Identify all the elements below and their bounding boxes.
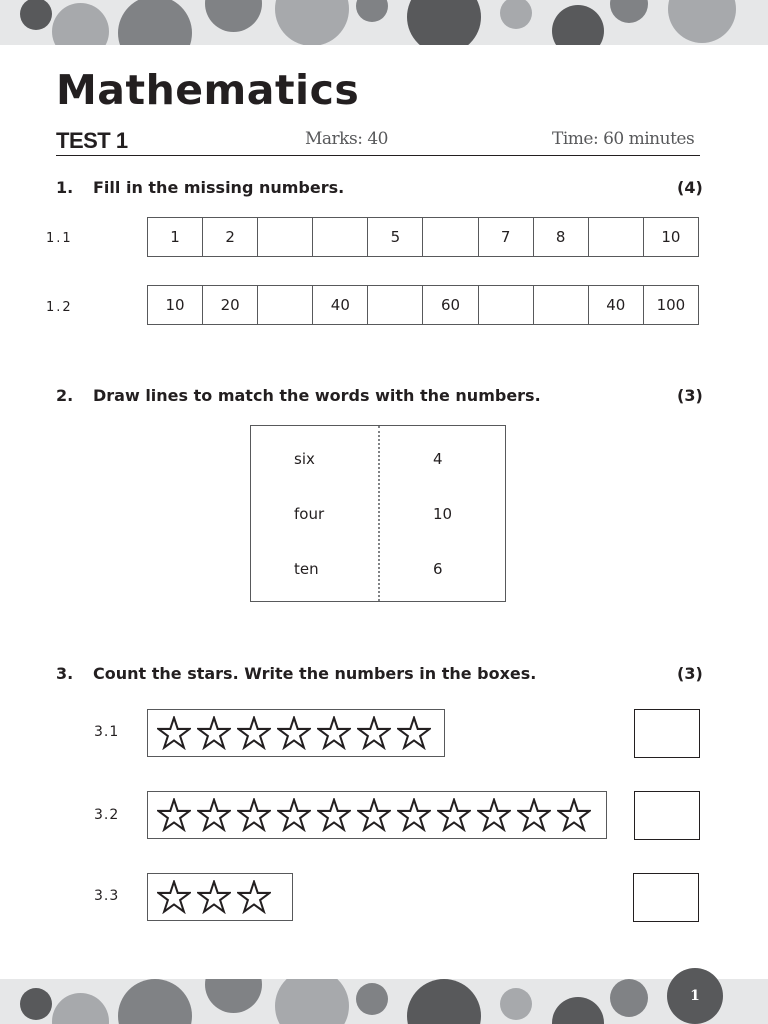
question-1-marks: (4) (677, 178, 703, 197)
star-icon (197, 798, 231, 832)
match-number[interactable]: 4 (433, 450, 443, 468)
match-number[interactable]: 6 (433, 560, 443, 578)
number-sequence-1-2 (147, 285, 699, 325)
decorative-dot (552, 5, 604, 45)
sequence-cell: 5 (367, 218, 422, 256)
sequence-cell: 8 (533, 218, 588, 256)
sequence-cell: 40 (312, 286, 367, 324)
star-icon (557, 798, 591, 832)
question-1-instruction: Fill in the missing numbers. (93, 178, 345, 197)
star-row-label-3-1: 3.1 (94, 724, 120, 740)
decorative-dot (407, 979, 481, 1024)
star-icon (237, 798, 271, 832)
sequence-cell: 60 (422, 286, 477, 324)
star-icon (357, 798, 391, 832)
star-icon (277, 798, 311, 832)
question-3-number: 3. (56, 664, 74, 683)
sequence-cell: 7 (478, 218, 533, 256)
answer-box-3-1[interactable] (634, 709, 700, 758)
star-box-3-3 (147, 873, 293, 921)
sequence-cell: 20 (202, 286, 257, 324)
number-sequence-1-1 (147, 217, 699, 257)
header-divider (56, 155, 700, 156)
star-icon (317, 716, 351, 750)
match-word[interactable]: six (294, 450, 315, 468)
sequence-cell: 2 (202, 218, 257, 256)
sequence-cell: 40 (588, 286, 643, 324)
decorative-dot (275, 979, 349, 1024)
decorative-dot (610, 979, 648, 1017)
star-icon (397, 716, 431, 750)
sequence-blank-cell[interactable] (588, 218, 643, 256)
top-dot-band (0, 0, 768, 45)
sequence-blank-cell[interactable] (312, 218, 367, 256)
sequence-cell: 10 (165, 296, 185, 314)
question-2-instruction: Draw lines to match the words with the numbers. (93, 386, 541, 405)
star-row-label-3-2: 3.2 (94, 807, 120, 823)
matching-box (250, 425, 506, 602)
decorative-dot (52, 3, 109, 45)
star-icon (357, 716, 391, 750)
sequence-blank-cell[interactable] (422, 218, 477, 256)
total-marks-label: Marks: 40 (305, 129, 388, 149)
star-icon (157, 880, 191, 914)
star-icon (397, 798, 431, 832)
star-row-label-3-3: 3.3 (94, 888, 120, 904)
decorative-dot (500, 0, 532, 29)
time-limit-label: Time: 60 minutes (552, 129, 695, 149)
question-2-marks: (3) (677, 386, 703, 405)
star-box-3-1 (147, 709, 445, 757)
sequence-blank-cell[interactable] (257, 218, 312, 256)
decorative-dot (20, 988, 52, 1020)
decorative-dot (500, 988, 532, 1020)
sequence-cell: 10 (643, 218, 698, 256)
star-icon (197, 880, 231, 914)
matching-divider (378, 426, 380, 601)
star-icon (277, 716, 311, 750)
answer-box-3-2[interactable] (634, 791, 700, 840)
decorative-dot (668, 0, 736, 43)
star-icon (437, 798, 471, 832)
page-title: Mathematics (56, 66, 360, 114)
match-word[interactable]: ten (294, 560, 319, 578)
question-2-number: 2. (56, 386, 74, 405)
decorative-dot (205, 979, 262, 1013)
sequence-blank-cell[interactable] (257, 286, 312, 324)
decorative-dot (552, 997, 604, 1024)
question-3-marks: (3) (677, 664, 703, 683)
decorative-dot (356, 0, 388, 22)
decorative-dot (52, 993, 109, 1024)
star-icon (197, 716, 231, 750)
page-number: 1 (667, 968, 723, 1024)
match-word[interactable]: four (294, 505, 325, 523)
decorative-dot (407, 0, 481, 45)
bottom-dot-band (0, 979, 768, 1024)
star-icon (237, 880, 271, 914)
answer-box-3-3[interactable] (633, 873, 699, 922)
row-label-1-2: 1.2 (46, 300, 73, 315)
star-icon (157, 716, 191, 750)
row-label-1-1: 1.1 (46, 231, 73, 246)
match-number[interactable]: 10 (433, 505, 453, 523)
star-icon (517, 798, 551, 832)
sequence-blank-cell[interactable] (478, 286, 533, 324)
sequence-cell: 1 (170, 228, 180, 246)
question-3-instruction: Count the stars. Write the numbers in the boxes. (93, 664, 537, 683)
sequence-cell: 100 (643, 286, 698, 324)
star-icon (237, 716, 271, 750)
test-label: TEST 1 (56, 128, 128, 153)
star-icon (317, 798, 351, 832)
sequence-blank-cell[interactable] (533, 286, 588, 324)
decorative-dot (205, 0, 262, 32)
star-icon (477, 798, 511, 832)
sequence-blank-cell[interactable] (367, 286, 422, 324)
decorative-dot (118, 979, 192, 1024)
question-1-number: 1. (56, 178, 74, 197)
star-box-3-2 (147, 791, 607, 839)
decorative-dot (275, 0, 349, 45)
decorative-dot (118, 0, 192, 45)
decorative-dot (610, 0, 648, 23)
decorative-dot (20, 0, 52, 30)
star-icon (157, 798, 191, 832)
decorative-dot (356, 983, 388, 1015)
